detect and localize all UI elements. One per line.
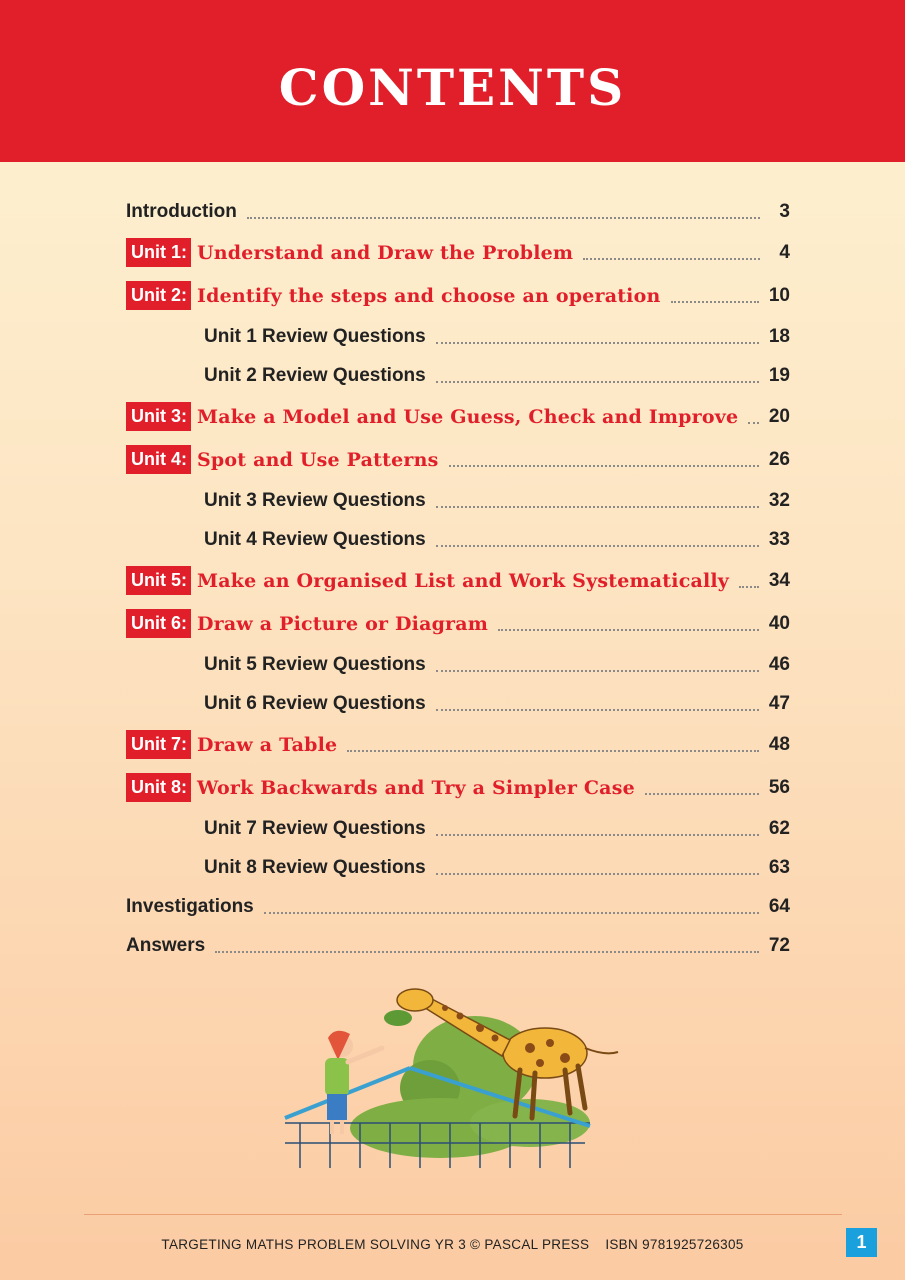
toc-page-number: 62 bbox=[768, 817, 790, 839]
toc-entry-title: Work Backwards and Try a Simpler Case bbox=[197, 776, 635, 799]
toc-entry-title: Investigations bbox=[126, 895, 254, 917]
dot-leader bbox=[436, 670, 759, 672]
dot-leader bbox=[739, 586, 759, 588]
toc-entry-title: Unit 8 Review Questions bbox=[204, 856, 426, 878]
toc-row bbox=[126, 231, 790, 274]
toc-page-number: 63 bbox=[768, 856, 790, 878]
toc-row bbox=[126, 438, 790, 481]
toc-row bbox=[126, 926, 790, 965]
toc-page-number: 20 bbox=[768, 405, 790, 427]
toc-page-number: 56 bbox=[768, 776, 790, 798]
unit-badge: Unit 1: bbox=[126, 238, 191, 267]
toc-entry-title: Unit 5 Review Questions bbox=[204, 653, 426, 675]
unit-badge: Unit 6: bbox=[126, 609, 191, 638]
table-of-contents bbox=[126, 192, 790, 965]
toc-entry-title: Understand and Draw the Problem bbox=[197, 241, 574, 264]
toc-page-number: 26 bbox=[768, 448, 790, 470]
toc-row bbox=[126, 602, 790, 645]
toc-row bbox=[126, 520, 790, 559]
dot-leader bbox=[436, 545, 759, 547]
toc-entry-title: Identify the steps and choose an operation bbox=[197, 284, 661, 307]
toc-row bbox=[126, 684, 790, 723]
toc-entry-title: Draw a Picture or Diagram bbox=[197, 612, 489, 635]
toc-entry-title: Answers bbox=[126, 934, 206, 956]
dot-leader bbox=[671, 301, 759, 303]
toc-page-number: 46 bbox=[768, 653, 790, 675]
dot-leader bbox=[583, 258, 760, 260]
toc-page-number: 33 bbox=[768, 528, 790, 550]
page-number-badge: 1 bbox=[846, 1228, 877, 1257]
toc-page-number: 34 bbox=[768, 569, 790, 591]
toc-entry-title: Unit 3 Review Questions bbox=[204, 489, 426, 511]
toc-row bbox=[126, 317, 790, 356]
toc-row bbox=[126, 809, 790, 848]
toc-page-number: 19 bbox=[768, 364, 790, 386]
toc-page-number: 10 bbox=[768, 284, 790, 306]
toc-page-number: 47 bbox=[768, 692, 790, 714]
toc-row bbox=[126, 559, 790, 602]
toc-row bbox=[126, 766, 790, 809]
toc-entry-title: Unit 2 Review Questions bbox=[204, 364, 426, 386]
toc-entry-title: Unit 4 Review Questions bbox=[204, 528, 426, 550]
toc-page-number: 32 bbox=[768, 489, 790, 511]
toc-row bbox=[126, 395, 790, 438]
dot-leader bbox=[347, 750, 759, 752]
toc-page-number: 40 bbox=[768, 612, 790, 634]
toc-page-number: 64 bbox=[768, 895, 790, 917]
toc-row bbox=[126, 274, 790, 317]
unit-badge: Unit 7: bbox=[126, 730, 191, 759]
dot-leader bbox=[449, 465, 759, 467]
header-banner bbox=[0, 0, 905, 162]
unit-badge: Unit 4: bbox=[126, 445, 191, 474]
dot-leader bbox=[215, 951, 759, 953]
dot-leader bbox=[748, 422, 759, 424]
dot-leader bbox=[498, 629, 759, 631]
toc-row bbox=[126, 481, 790, 520]
toc-entry-title: Unit 6 Review Questions bbox=[204, 692, 426, 714]
toc-page-number: 4 bbox=[779, 241, 790, 263]
dot-leader bbox=[247, 217, 760, 219]
toc-entry-title: Unit 7 Review Questions bbox=[204, 817, 426, 839]
toc-page-number: 3 bbox=[779, 200, 790, 222]
footer-book-credit: TARGETING MATHS PROBLEM SOLVING YR 3 © PASCAL PRESS bbox=[161, 1237, 590, 1252]
footer-isbn: ISBN 9781925726305 bbox=[605, 1237, 744, 1252]
toc-entry-title: Make a Model and Use Guess, Check and Improve bbox=[197, 405, 739, 428]
toc-entry-title: Introduction bbox=[126, 200, 237, 222]
toc-page-number: 48 bbox=[768, 733, 790, 755]
toc-entry-title: Spot and Use Patterns bbox=[197, 448, 439, 471]
dot-leader bbox=[264, 912, 759, 914]
girl-feeding-giraffe-illustration bbox=[280, 978, 630, 1168]
page-title: CONTENTS bbox=[278, 58, 627, 117]
dot-leader bbox=[436, 873, 759, 875]
footer-divider bbox=[84, 1214, 842, 1215]
toc-row bbox=[126, 848, 790, 887]
dot-leader bbox=[436, 506, 759, 508]
dot-leader bbox=[436, 834, 759, 836]
toc-row bbox=[126, 645, 790, 684]
unit-badge: Unit 5: bbox=[126, 566, 191, 595]
toc-entry-title: Make an Organised List and Work Systematically bbox=[197, 569, 730, 592]
toc-entry-title: Draw a Table bbox=[197, 733, 338, 756]
toc-row bbox=[126, 356, 790, 395]
dot-leader bbox=[436, 381, 759, 383]
dot-leader bbox=[436, 342, 759, 344]
unit-badge: Unit 8: bbox=[126, 773, 191, 802]
dot-leader bbox=[645, 793, 759, 795]
toc-row bbox=[126, 723, 790, 766]
toc-row bbox=[126, 887, 790, 926]
toc-row bbox=[126, 192, 790, 231]
dot-leader bbox=[436, 709, 759, 711]
unit-badge: Unit 2: bbox=[126, 281, 191, 310]
toc-entry-title: Unit 1 Review Questions bbox=[204, 325, 426, 347]
toc-page-number: 72 bbox=[768, 934, 790, 956]
unit-badge: Unit 3: bbox=[126, 402, 191, 431]
toc-page-number: 18 bbox=[768, 325, 790, 347]
footer bbox=[0, 1237, 905, 1252]
